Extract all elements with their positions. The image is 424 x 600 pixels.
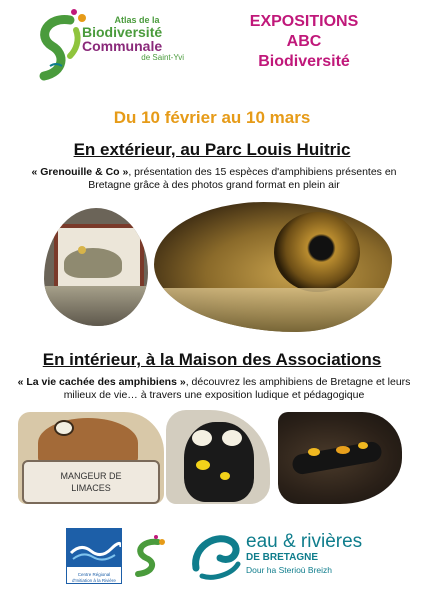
- frog-jaw: [154, 288, 392, 332]
- toad-eye: [78, 246, 86, 254]
- toad-photo: [44, 208, 148, 326]
- crir-logo: [66, 528, 122, 584]
- section1-exhibit-name: « Grenouille & Co »: [31, 166, 129, 178]
- section1-text: , présentation des 15 espèces d'amphibiens présentes en Bretagne grâce à des photos grand format en plein air: [88, 166, 397, 191]
- fire-salamander-photo: [278, 412, 402, 504]
- section2-text: , découvrez les amphibiens de Bretagne et leurs milieux de vie… à travers une exposition ludique et pédagogique: [63, 376, 411, 401]
- sign-board: [22, 460, 160, 504]
- toad-shape: [64, 248, 122, 278]
- grass-ground: [44, 286, 148, 326]
- abc-logo: [30, 6, 190, 90]
- abc-small-logo: [130, 534, 170, 578]
- headline: [206, 12, 402, 72]
- headline-line-3: Biodiversité: [258, 53, 350, 70]
- toad-drawing-photo: [18, 412, 164, 504]
- salamander-spot: [308, 448, 320, 456]
- event-dates: Du 10 février au 10 mars: [113, 108, 311, 127]
- section2-title: En intérieur, à la Maison des Associations: [42, 350, 382, 369]
- section2-description: [14, 376, 414, 402]
- logo-line-3: Communale: [82, 38, 163, 54]
- salamander-spot: [220, 472, 230, 480]
- err-logo-mark: [188, 528, 244, 584]
- salamander-body: [291, 440, 383, 475]
- logo-line-2: Biodiversité: [82, 24, 163, 40]
- abc-logo-icon: [30, 6, 90, 90]
- headline-line-1: EXPOSITIONS: [249, 13, 359, 30]
- salamander-spot: [358, 442, 368, 449]
- salamander-drawing-photo: [166, 410, 270, 504]
- err-line-3: Dour ha Sterioù Breizh: [246, 565, 332, 575]
- salamander-spot: [196, 460, 210, 470]
- crir-line-2: d'Initiation à la Rivière: [72, 578, 116, 583]
- sign-line-1: MANGEUR DE: [60, 471, 122, 481]
- salamander-eye-left: [192, 430, 212, 446]
- abc-small-icon: [130, 534, 170, 578]
- wave-icon: [67, 529, 121, 567]
- crir-line-1: Centre Régional: [77, 572, 111, 577]
- err-line-1: eau & rivières: [246, 531, 363, 552]
- photo-frame: [54, 224, 144, 292]
- salamander-eye-right: [222, 430, 242, 446]
- err-logo-text: [246, 532, 396, 582]
- section1-title: En extérieur, au Parc Louis Huitric: [73, 140, 351, 159]
- logo-line-1: Atlas de la: [114, 15, 160, 25]
- crir-caption: [67, 572, 121, 584]
- err-line-2: DE BRETAGNE: [246, 552, 319, 563]
- salamander-spot: [336, 446, 350, 454]
- headline-line-2: ABC: [286, 33, 322, 50]
- wave-spiral-icon: [188, 528, 244, 584]
- logo-line-4: de Saint-Yvi: [141, 53, 184, 62]
- section1-description: [14, 166, 414, 192]
- drawn-toad-eye: [54, 420, 74, 436]
- frog-eye: [274, 212, 360, 292]
- sign-line-2: LIMACES: [71, 483, 111, 493]
- frog-eye-photo: [154, 202, 392, 332]
- section2-exhibit-name: « La vie cachée des amphibiens »: [17, 376, 186, 388]
